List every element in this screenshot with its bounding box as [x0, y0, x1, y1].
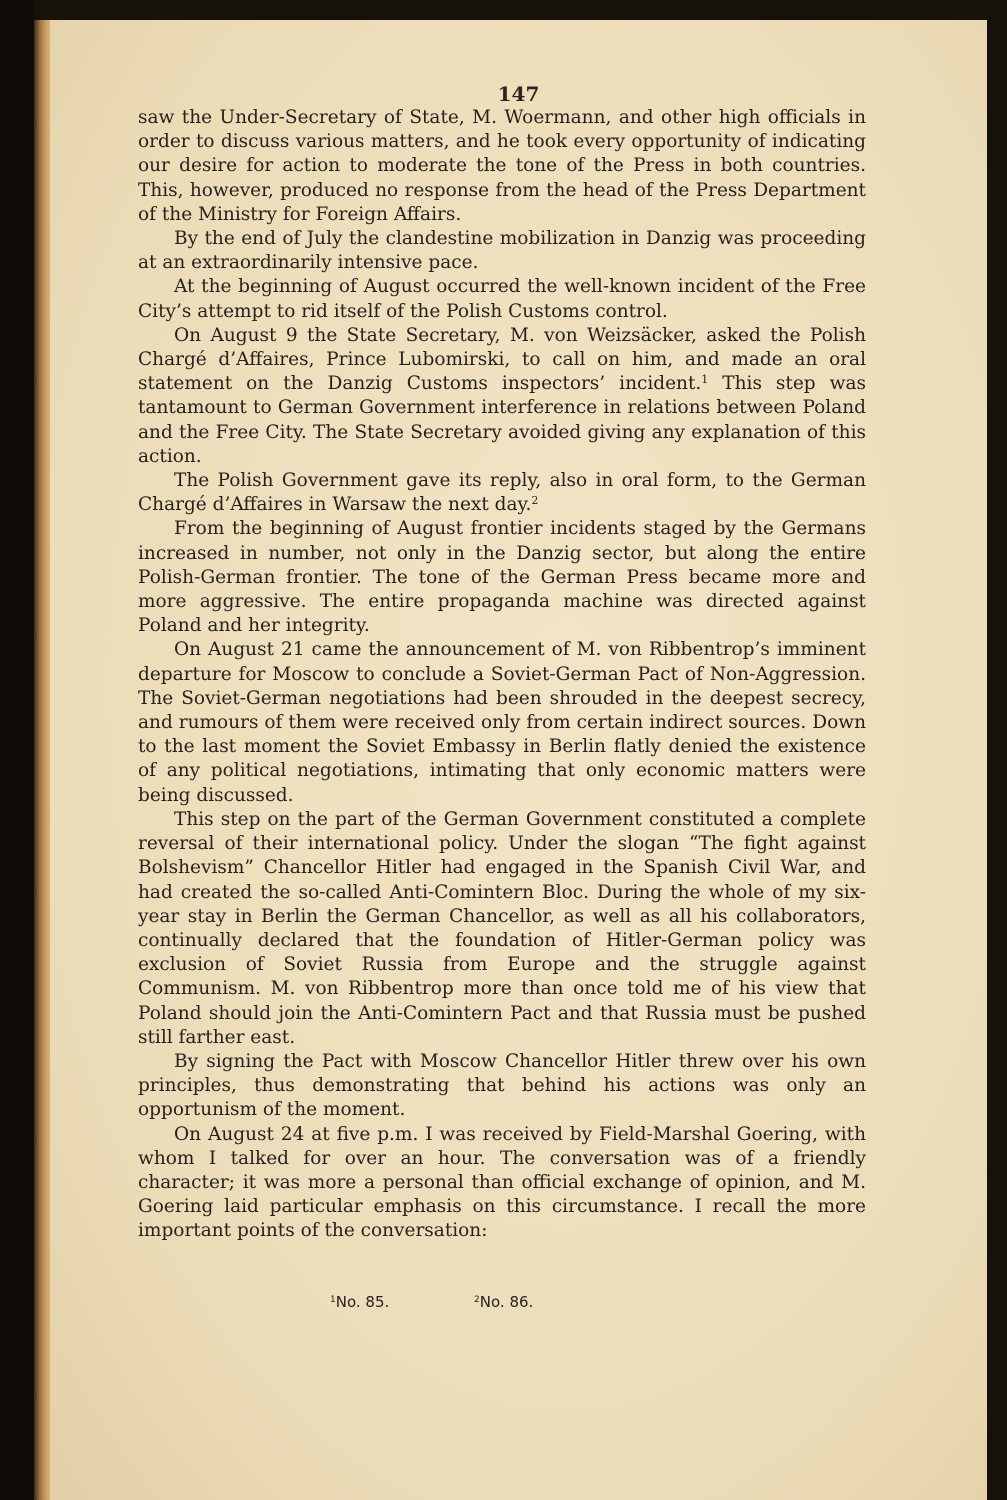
paragraph-text: At the beginning of August occurred the well-known incident of the Free City’s attempt to rid itself of the Polish Customs control.	[138, 276, 866, 322]
scan-left-edge	[0, 0, 34, 1500]
paragraph	[138, 1050, 866, 1123]
paragraph	[138, 106, 866, 227]
paragraph-text: On August 24 at five p.m. I was received by Field-Marshal Goering, with whom I talked for over an hour. The conversation was of a friendly character; it was more a personal than official exchange of opinion, and M. Goering laid particular emphasis on this circumstance. I recall the more important points of the conversation:	[138, 1123, 866, 1242]
footnote-text: No. 86.	[479, 1293, 534, 1311]
scan-top-edge	[0, 0, 1007, 20]
paragraph	[138, 1123, 866, 1244]
paragraph-text: This step was tantamount to German Government interference in relations between Poland and the Free City. The State Secretary avoided giving any explanation of this action.	[138, 373, 866, 467]
scan-right-edge	[987, 0, 1007, 1500]
paragraph	[138, 275, 866, 323]
paragraph	[138, 638, 866, 807]
paragraph-text: By the end of July the clandestine mobilization in Danzig was proceeding at an extraordinarily intensive pace.	[138, 228, 866, 274]
paragraph	[138, 808, 866, 1050]
footnotes	[330, 1293, 613, 1311]
footnote	[474, 1293, 533, 1311]
footnote	[330, 1293, 389, 1311]
book-spine	[34, 20, 50, 1500]
page-number: 147	[497, 82, 540, 106]
paragraph	[138, 227, 866, 275]
body-text	[138, 106, 866, 1244]
paragraph-text: This step on the part of the German Government constituted a complete reversal of their international policy. Under the slogan “The fight against Bolshevism” Chancellor Hitler had engaged in the Spanish Civil War, and had created the so-called Anti-Comintern Bloc. During the whole of my six-year stay in Berlin the German Chancellor, as well as all his collaborators, continually declared that the foundation of Hitler-German policy was exclusion of Soviet Russia from Europe and the struggle against Communism. M. von Ribbentrop more than once told me of his view that Poland should join the Anti-Comintern Pact and that Russia must be pushed still farther east.	[138, 808, 866, 1048]
footnote-ref: 2	[531, 494, 539, 508]
paragraph-text: On August 21 came the announcement of M. von Ribbentrop’s imminent departure for Moscow to conclude a Soviet-German Pact of Non-Aggression. The Soviet-German negotiations had been shrouded in the deepest secrecy, and rumours of them were received only from certain indirect sources. Down to the last moment the Soviet Embassy in Berlin flatly denied the existence of any political negotiations, intimating that only economic matters were being discussed.	[138, 639, 866, 806]
footnote-text: No. 85.	[335, 1293, 390, 1311]
paragraph-text: The Polish Government gave its reply, also in oral form, to the German Chargé d’Affaires in Warsaw the next day.	[138, 470, 866, 516]
paragraph-text: On August 9 the State Secretary, M. von Weizsäcker, asked the Polish Chargé d’Affaires, Prince Lubomirski, to call on him, and made an oral statement on the Danzig Customs inspectors’ incident.	[138, 324, 866, 395]
paragraph-text: saw the Under-Secretary of State, M. Woermann, and other high officials in order to discuss various matters, and he took every opportunity of indicating our desire for action to moderate the tone of the Press in both countries. This, however, produced no response from the head of the Press Department of the Ministry for Foreign Affairs.	[138, 107, 866, 225]
paragraph	[138, 517, 866, 638]
footnote-mark: 2	[474, 1295, 480, 1305]
paragraph	[138, 324, 866, 469]
footnote-mark: 1	[330, 1295, 336, 1305]
paragraph-text: By signing the Pact with Moscow Chancellor Hitler threw over his own principles, thus demonstrating that behind his actions was only an opportunism of the moment.	[138, 1050, 866, 1121]
footnote-ref: 1	[701, 373, 709, 387]
paragraph	[138, 469, 866, 517]
book-page	[50, 20, 987, 1500]
paragraph-text: From the beginning of August frontier incidents staged by the Germans increased in number, not only in the Danzig sector, but along the entire Polish-German frontier. The tone of the German Press became more and more aggressive. The entire propaganda machine was directed against Poland and her integrity.	[138, 518, 866, 637]
